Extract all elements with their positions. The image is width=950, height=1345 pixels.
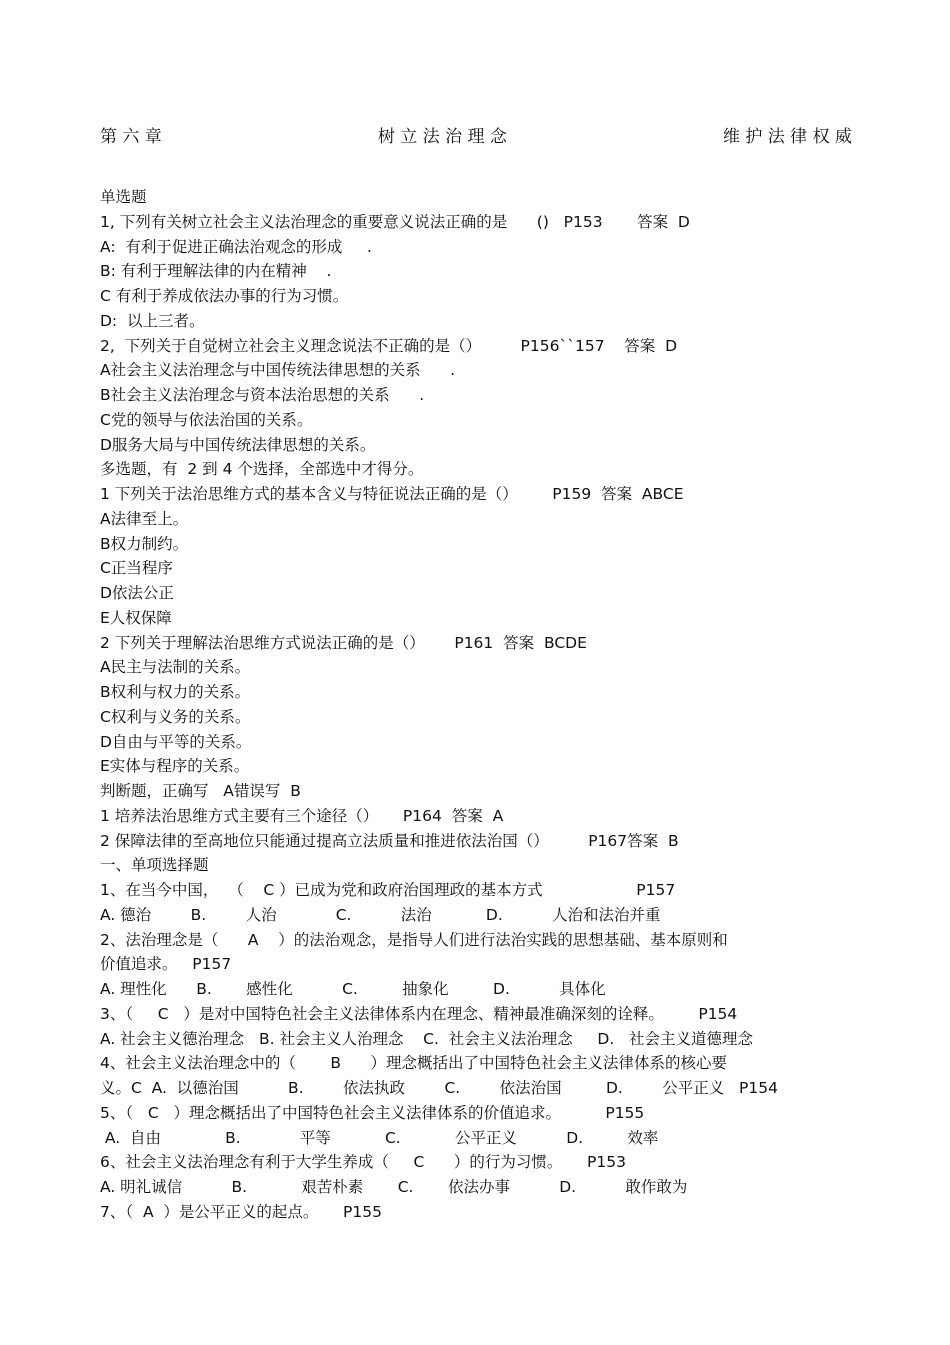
text-line: A. 明礼诚信 B. 艰苦朴素 C. 依法办事 D. 敢作敢为 <box>100 1178 688 1196</box>
text-line: 4、社会主义法治理念中的（ B ）理念概括出了中国特色社会主义法律体系的核心要 <box>100 1054 728 1073</box>
text-line: C 有利于养成依法办事的行为习惯。 <box>100 287 349 305</box>
text-line: A. 德治 B. 人治 C. 法治 D. 人治和法治并重 <box>100 905 661 924</box>
text-line: 1 培养法治思维方式主要有三个途径（） P164 答案 A <box>100 806 504 825</box>
text-line: 多选题，有 2 到 4 个选择，全部选中才得分。 <box>100 460 424 479</box>
text-line: A. 自由 B. 平等 C. 公平正义 D. 效率 <box>100 1128 659 1147</box>
chapter-heading-part-2: 维 护 法 律 权 威 <box>722 127 852 147</box>
text-line: A法律至上。 <box>100 509 189 528</box>
text-line: A民主与法制的关系。 <box>100 658 251 677</box>
text-line: 2、法治理念是（ A ）的法治观念，是指导人们进行法治实践的思想基础、基本原则和 <box>100 930 728 949</box>
chapter-heading-part-1: 树 立 法 治 理 念 <box>377 127 507 147</box>
text-line: B社会主义法治理念与资本法治思想的关系 . <box>100 386 425 404</box>
text-line: E人权保障 <box>100 608 172 627</box>
text-line: E实体与程序的关系。 <box>100 757 250 776</box>
text-line: B权力制约。 <box>100 534 189 553</box>
text-line: C党的领导与依法治国的关系。 <box>100 410 313 429</box>
text-line: D依法公正 <box>100 584 174 602</box>
text-line: 5、（ C ）理念概括出了中国特色社会主义法律体系的价值追求。 P155 <box>100 1103 645 1122</box>
text-line: 3、（ C ）是对中国特色社会主义法律体系内在理念、精神最准确深刻的诠释。 P154 <box>100 1004 738 1023</box>
text-line: A: 有利于促进正确法治观念的形成 . <box>100 237 372 256</box>
text-line: 判断题，正确写 A错误写 B <box>100 782 301 800</box>
text-line: D自由与平等的关系。 <box>100 732 252 751</box>
text-line: C权利与义务的关系。 <box>100 707 251 726</box>
text-line: 7、（ A ）是公平正义的起点。 P155 <box>100 1202 382 1221</box>
text-line: C正当程序 <box>100 559 173 578</box>
text-line: 义。C A. 以德治国 B. 依法执政 C. 依法治国 D. 公平正义 P154 <box>100 1079 778 1097</box>
text-line: 单选题 <box>100 188 147 206</box>
text-line: 1, 下列有关树立社会主义法治理念的重要意义说法正确的是 () P153 答案 D <box>100 212 690 231</box>
text-line: B权利与权力的关系。 <box>100 683 251 701</box>
chapter-title <box>100 122 852 147</box>
text-line: 1 下列关于法治思维方式的基本含义与特征说法正确的是（） P159 答案 ABCE <box>100 485 684 503</box>
text-line: 6、社会主义法治理念有利于大学生养成（ C ）的行为习惯。 P153 <box>100 1153 626 1172</box>
text-line: A. 社会主义德治理念 B. 社会主义人治理念 C. 社会主义法治理念 D. 社会主义道德理念 <box>100 1029 754 1048</box>
text-line: D服务大局与中国传统法律思想的关系。 <box>100 435 376 454</box>
text-line: 一、单项选择题 <box>100 856 209 875</box>
chapter-number: 第 六 章 <box>100 127 162 147</box>
text-line: B: 有利于理解法律的内在精神 . <box>100 262 332 281</box>
text-line: A. 理性化 B. 感性化 C. 抽象化 D. 具体化 <box>100 980 606 998</box>
text-line: A社会主义法治理念与中国传统法律思想的关系 . <box>100 361 456 380</box>
text-line: 1、在当今中国， （ C ）已成为党和政府治国理政的基本方式 P157 <box>100 881 676 899</box>
text-line: 2, 下列关于自觉树立社会主义理念说法不正确的是（） P156``157 答案 D <box>100 336 678 355</box>
document-body <box>100 185 860 1225</box>
text-line: 价值追求。 P157 <box>100 955 232 974</box>
text-line: 2 下列关于理解法治思维方式说法正确的是（） P161 答案 BCDE <box>100 633 587 652</box>
text-line: D: 以上三者。 <box>100 311 205 330</box>
text-line: 2 保障法律的至高地位只能通过提高立法质量和推进依法治国（） P167答案 B <box>100 831 679 850</box>
